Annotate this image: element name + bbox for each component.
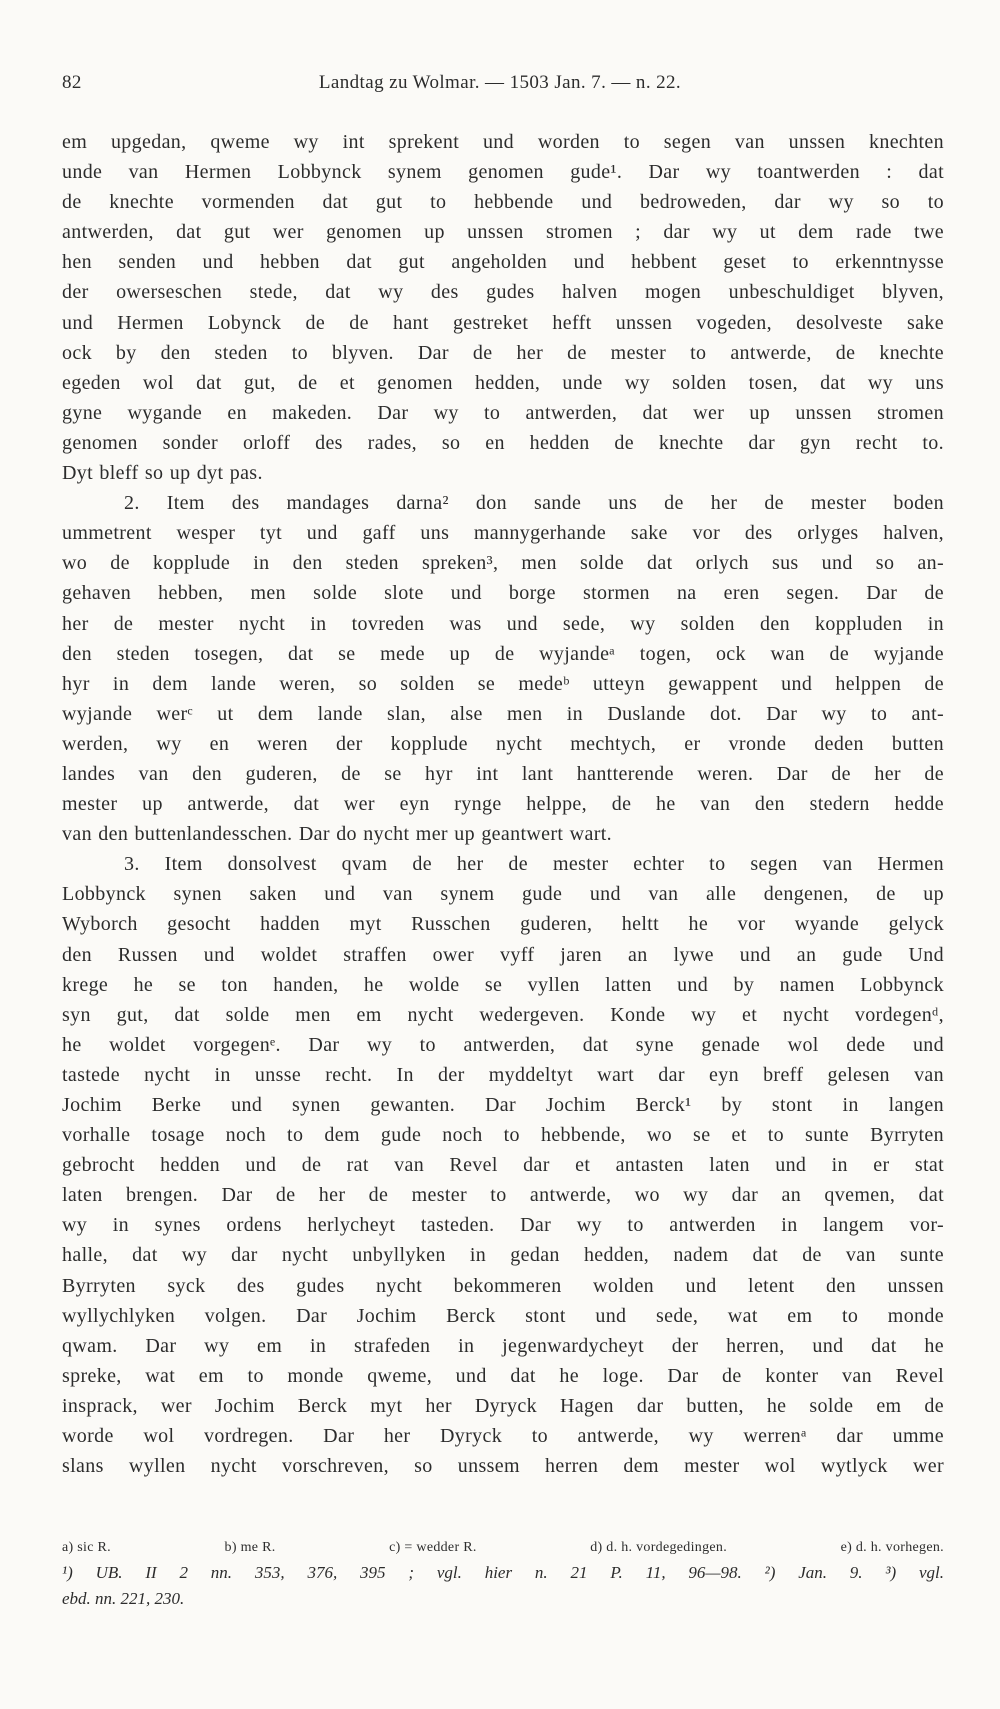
text-line: Lobbynck synen saken und van synem gude und van alle dengenen, de up <box>62 883 944 906</box>
text-line: den steden tosegen, dat se mede up de wyjandeᵃ togen, ock wan de wyjande <box>62 642 944 665</box>
footnote-e: e) d. h. vorhegen. <box>840 1540 944 1555</box>
text-line: her de mester nycht in tovreden was und sede, wy solden den koppluden in <box>62 612 944 635</box>
text-line: ummetrent wesper tyt und gaff uns mannygerhande sake vor des orlyges halven, <box>62 522 944 545</box>
text-line: gyne wygande en makeden. Dar wy to antwerden, dat wer up unssen stromen <box>62 401 944 424</box>
text-line: laten brengen. Dar de her de mester to antwerde, wo wy dar an qvemen, dat <box>62 1184 944 1207</box>
text-line: de knechte vormenden dat gut to hebbende und bedroweden, dar wy so to <box>62 191 944 214</box>
text-line: wo de kopplude in den steden spreken³, men solde dat orlych sus und so an- <box>62 552 944 575</box>
text-line: wyllychlyken volgen. Dar Jochim Berck stont und sede, wat em to monde <box>62 1304 944 1327</box>
text-line: gehaven hebben, men solde slote und borge stormen na eren segen. Dar de <box>62 582 944 605</box>
footnote-a: a) sic R. <box>62 1540 111 1555</box>
text-line: der owerseschen stede, dat wy des gudes halven mogen unbeschuldiget blyven, <box>62 281 944 304</box>
text-line: qwam. Dar wy em in strafeden in jegenwardycheyt der herren, und dat he <box>62 1334 944 1357</box>
footnote-line: ebd. nn. 221, 230. <box>62 1589 185 1608</box>
text-line: em upgedan, qweme wy int sprekent und worden to segen van unssen knechten <box>62 131 944 153</box>
text-line: Jochim Berke und synen gewanten. Dar Jochim Berck¹ by stont in langen <box>62 1094 944 1116</box>
textual-notes <box>62 1540 944 1556</box>
numbered-notes <box>62 1560 944 1612</box>
text-line: slans wyllen nycht vorschreven, so unssem herren dem mester wol wytlyck wer <box>62 1455 944 1478</box>
footnote-line: ¹) UB. II 2 nn. 353, 376, 395 ; vgl. hier n. 21 P. 11, 96—98. ²) Jan. 9. ³) vgl. <box>62 1563 944 1582</box>
text-line: hen senden und hebben dat gut angeholden und hebbent geset to erkenntnysse <box>62 251 944 274</box>
text-line: antwerden, dat gut wer genomen up unssen stromen ; dar wy ut dem rade twe <box>62 221 944 244</box>
running-title: Landtag zu Wolmar. — 1503 Jan. 7. — n. 22. <box>318 72 682 93</box>
text-line: hyr in dem lande weren, so solden se medeᵇ utteyn gewappent und helppen de <box>62 672 944 695</box>
text-line: egeden wol dat gut, de et genomen hedden, unde wy solden tosen, dat wy uns <box>62 371 944 394</box>
footnote-b: b) me R. <box>224 1540 276 1555</box>
section-2-first-line: 2. Item des mandages darna² don sande uns de her de mester boden <box>124 492 944 515</box>
text-line: Byrryten syck des gudes nycht bekommeren wolden und letent den unssen <box>62 1274 944 1297</box>
text-line: und Hermen Lobynck de de hant gestreket hefft unssen vogeden, desolveste sake <box>62 311 944 334</box>
text-line: worde wol vordregen. Dar her Dyryck to antwerde, wy werrenᵃ dar umme <box>62 1425 944 1448</box>
text-line: wyjande werᶜ ut dem lande slan, alse men in Duslande dot. Dar wy to ant- <box>62 702 944 725</box>
body-text <box>62 127 944 1481</box>
footnote-c: c) = wedder R. <box>389 1540 477 1555</box>
text-line: krege he se ton handen, he wolde se vyllen latten und by namen Lobbynck <box>62 973 944 996</box>
text-line: insprack, wer Jochim Berck myt her Dyryck Hagen dar butten, he solde em de <box>62 1394 944 1417</box>
text-line: spreke, wat em to monde qweme, und dat he loge. Dar de konter van Revel <box>62 1364 944 1387</box>
text-line: Dyt bleff so up dyt pas. <box>62 462 263 485</box>
text-line: wy in synes ordens herlycheyt tasteden. Dar wy to antwerden in langem vor- <box>62 1214 944 1237</box>
text-line: den Russen und woldet straffen ower vyff jaren an lywe und an gude Und <box>62 943 944 966</box>
footnotes <box>62 1540 944 1612</box>
text-line: landes van den guderen, de se hyr int lant hantterende weren. Dar de her de <box>62 762 944 785</box>
text-line: tastede nycht in unsse recht. In der myddeltyt wart dar eyn breff gelesen van <box>62 1063 944 1086</box>
page-number: 82 <box>62 72 82 93</box>
text-line: mester up antwerde, dat wer eyn rynge helppe, de he van den stedern hedde <box>62 793 944 816</box>
text-line: van den buttenlandesschen. Dar do nycht mer up geantwert wart. <box>62 823 612 846</box>
section-3-first-line: 3. Item donsolvest qvam de her de mester echter to segen van Hermen <box>124 853 944 876</box>
text-line: genomen sonder orloff des rades, so en hedden de knechte dar gyn recht to. <box>62 431 944 454</box>
text-line: he woldet vorgegenᵉ. Dar wy to antwerden, dat syne genade wol dede und <box>62 1033 944 1056</box>
text-line: Wyborch gesocht hadden myt Russchen guderen, heltt he vor wyande gelyck <box>62 913 944 936</box>
text-line: gebrocht hedden und de rat van Revel dar et antasten laten und in er stat <box>62 1154 944 1177</box>
text-line: vorhalle tosage noch to dem gude noch to hebbende, wo se et to sunte Byrryten <box>62 1124 944 1147</box>
text-line: werden, wy en weren der kopplude nycht mechtych, er vronde deden butten <box>62 732 944 755</box>
text-line: ock by den steden to blyven. Dar de her de mester to antwerde, de knechte <box>62 341 944 364</box>
text-line: halle, dat wy dar nycht unbyllyken in gedan hedden, nadem dat de van sunte <box>62 1244 944 1267</box>
text-line: unde van Hermen Lobbynck synem genomen gude¹. Dar wy toantwerden : dat <box>62 161 944 184</box>
footnote-d: d) d. h. vordegedingen. <box>590 1540 727 1555</box>
text-line: syn gut, dat solde men em nycht wedergeven. Konde wy et nycht vordegenᵈ, <box>62 1003 944 1026</box>
page-header <box>62 72 938 102</box>
